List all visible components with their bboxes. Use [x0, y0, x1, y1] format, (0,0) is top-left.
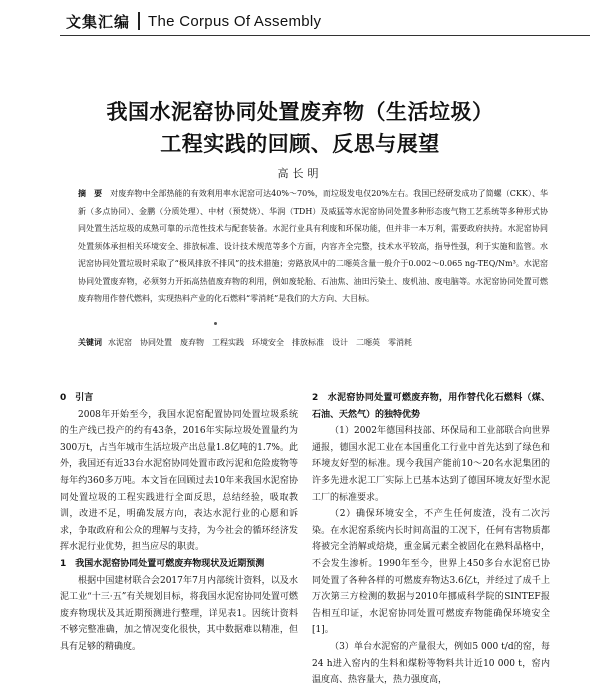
keywords-text: 水泥窑 协同处置 废弃物 工程实践 环境安全 排放标准 设计 二噁英 零消耗: [108, 338, 412, 347]
author-name: 高长明: [277, 167, 323, 180]
keywords-label: 关键词: [78, 338, 102, 347]
abstract: [78, 185, 548, 308]
article-title-line1: 我国水泥窑协同处置废弃物（生活垃圾）: [106, 100, 494, 124]
header-rule: [60, 35, 590, 36]
article-title-line2: 工程实践的回顾、反思与展望: [160, 132, 440, 156]
keywords: [78, 337, 548, 348]
section-0-paragraph: 2008年开始至今，我国水泥窑配置协同处置垃圾系统的生产线已投产的约有43条，2016年实际垃圾处置量约为300万t，占当年城市生活垃圾产出总量1.8亿吨的1.7%。此外，我国还有近33台水泥窑协同处置市政污泥和危险废物等每年约360多万吨。本文旨在回顾过去10年来我国水泥窑协同处置垃圾的工程实践进行全面反思，总结经验，吸取教训，改进不足，明确发展方向，表达水泥行业的心愿和诉求，争取政府和公众的理解与支持，为今社会的循环经济发挥水泥行业优势，担当应尽的职责。: [60, 409, 298, 553]
left-column: [60, 390, 298, 656]
section-0-heading: 0 引言: [60, 393, 94, 403]
journal-header: [66, 10, 321, 32]
header-divider: [138, 12, 140, 30]
section-2-paragraph-1: （1）2002年德国科技部、环保局和工业部联合向世界通报，德国水泥工业在本国重化工行业中首先达到了绿色和环境友好型的标准。现今我国产能前10～20名水泥集团的许多先进水泥工厂实际上已基本达到了德国环境友好型水泥工厂的标准要求。: [312, 426, 550, 503]
section-2-paragraph-2: （2）确保环境安全，不产生任何废渣，没有二次污染。在水泥窑系统内长时间高温的工况下，任何有害物质都将被完全消解或焙烧，重金属元素全被固化在熟料晶格中，不会发生渗析。1990年至今，世界上450多台水泥窑已协同处置了各种各样的可燃废弃物达3.6亿t，并经过了成千上万次第三方检测的数据与2010年挪威科学院的SINTEF报告相互印证，水泥窑协同处置可燃废弃物能确保环境安全[1]。: [312, 509, 550, 636]
right-column: [312, 390, 550, 689]
section-2-heading: 2 水泥窑协同处置可燃废弃物，用作替代化石燃料（煤、石油、天然气）的独特优势: [312, 393, 550, 420]
section-1-paragraph: 根据中国建材联合会2017年7月内部统计资料，以及水泥工业“十三·五”有关规划目标，将我国水泥窑协同处置可燃废弃物现状及其近期预测进行整理，详见表1。因统计资料不够完整准确，加之情况变化很快，其中数据难以精准，但具有足够的精确度。: [60, 575, 298, 652]
abstract-label: 摘 要: [78, 189, 103, 198]
section-2-paragraph-3: （3）单台水泥窑的产量很大，例如5 000 t/d的窑，每24 h进入窑内的生料和煤粉等物料共计近10 000 t，窑内温度高、热容量大，热力强度高，: [312, 641, 550, 686]
journal-name-cn: 文集汇编: [66, 12, 131, 31]
section-1-heading: 1 我国水泥窑协同处置可燃废弃物现状及近期预测: [60, 558, 265, 569]
abstract-text: 对废弃物中全部热能的有效利用率水泥窑可达40%～70%，而垃圾发电仅20%左右。我国已经研发成功了简螺（CKK）、华新（多点协同）、金鹏（分质处理）、中材（预焚烧）、华润（TDH）及威猛等水泥窑协同处置多种形态废气物工艺系统等多种形式协同处置生活垃圾的成熟可靠的示范性技术与配套装备。水泥行业具有利废和环保功能，但并非一本万利，需要政府扶持。水泥窑协同处置须体承担相关环境安全、排放标准、设计技术规范等多个方面，内容齐全完整，技术水平较高，指导性强，利于实施和监管。水泥窑协同处置垃圾时采取了“极风排放不排风”的技术措施；旁路放风中的二噁英含量一般介于0.002～0.065 ng-TEQ/Nm³。水泥窑协同处置废弃物，必须努力开拓高热值废弃物的利用，例如废轮胎、石油焦、油田污染土、废机油、废电脑等。水泥窑协同处置可燃废弃物用作替代燃料，实现热料产业的化石燃料“零消耗”是我们的大方向、大目标。: [78, 189, 548, 303]
scan-dot: [214, 322, 217, 325]
journal-name-en: The Corpus Of Assembly: [148, 12, 322, 30]
